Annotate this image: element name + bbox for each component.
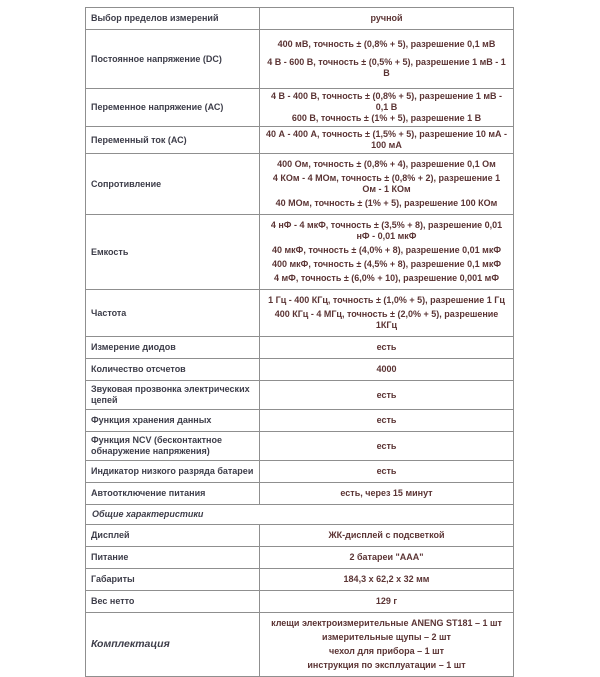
spec-name: Габариты — [86, 569, 260, 591]
table-row — [86, 613, 514, 677]
spec-value-line: 4000 — [376, 364, 397, 374]
spec-value-line: есть — [376, 389, 397, 400]
spec-value-line: ЖК-дисплей с подсветкой — [328, 530, 445, 540]
spec-value-line: 184,3 х 62,2 х 32 мм — [343, 574, 430, 584]
spec-value — [260, 613, 514, 677]
spec-value — [260, 569, 514, 591]
specs-table-body — [86, 8, 514, 677]
spec-name: Комплектация — [86, 613, 260, 677]
spec-value-line: 4 КОм - 4 МОм, точность ± (0,8% + 2), разрешение 1 Ом - 1 КОм — [272, 173, 501, 194]
table-row — [86, 337, 514, 359]
spec-name: Переменное напряжение (АС) — [86, 89, 260, 127]
table-row — [86, 359, 514, 381]
spec-value — [260, 410, 514, 432]
spec-value — [260, 381, 514, 410]
table-row — [86, 591, 514, 613]
spec-value-line: 4 мФ, точность ± (6,0% + 10), разрешение 0,001 мФ — [273, 273, 500, 283]
table-row — [86, 547, 514, 569]
spec-value-line: есть — [376, 415, 397, 425]
spec-name: Емкость — [86, 215, 260, 290]
spec-name: Дисплей — [86, 525, 260, 547]
spec-value-line: 129 г — [375, 596, 398, 606]
table-row — [86, 432, 514, 461]
spec-value-line: есть, через 15 минут — [340, 488, 433, 498]
spec-value-line: 600 В, точность ± (1% + 5), разрешение 1 В — [291, 113, 482, 123]
spec-value-line: есть — [376, 440, 397, 451]
table-row — [86, 461, 514, 483]
spec-value — [260, 215, 514, 290]
spec-value — [260, 127, 514, 154]
spec-value — [260, 337, 514, 359]
spec-value — [260, 432, 514, 461]
spec-name: Количество отсчетов — [86, 359, 260, 381]
section-header: Общие характеристики — [86, 505, 514, 525]
table-row — [86, 569, 514, 591]
spec-value-line: 4 В - 600 В, точность ± (0,5% + 5), разрешение 1 мВ - 1 В — [267, 57, 506, 78]
table-row — [86, 154, 514, 215]
spec-value — [260, 359, 514, 381]
spec-value — [260, 154, 514, 215]
spec-name: Питание — [86, 547, 260, 569]
spec-value — [260, 483, 514, 505]
spec-value — [260, 30, 514, 89]
table-row — [86, 525, 514, 547]
spec-name: Звуковая прозвонка электрических цепей — [86, 381, 260, 410]
spec-name: Индикатор низкого разряда батареи — [86, 461, 260, 483]
table-row — [86, 381, 514, 410]
spec-value-line: чехол для прибора – 1 шт — [328, 646, 444, 656]
spec-value-line: клещи электроизмерительные ANENG ST181 – 1 шт — [271, 618, 502, 628]
spec-value-line: 400 Ом, точность ± (0,8% + 4), разрешение 0,1 Ом — [277, 159, 496, 169]
spec-value — [260, 290, 514, 337]
spec-value-line: 1 Гц - 400 КГц, точность ± (1,0% + 5), разрешение 1 Гц — [268, 295, 505, 305]
table-row — [86, 483, 514, 505]
spec-value-line: 2 батареи "ААА" — [349, 552, 424, 562]
table-row — [86, 89, 514, 127]
spec-value-line: 400 КГц - 4 МГц, точность ± (2,0% + 5), разрешение 1КГц — [274, 309, 499, 330]
table-row — [86, 127, 514, 154]
table-row — [86, 30, 514, 89]
spec-value-line: ручной — [370, 13, 403, 23]
spec-name: Переменный ток (АС) — [86, 127, 260, 154]
table-row — [86, 290, 514, 337]
spec-name: Постоянное напряжение (DC) — [86, 30, 260, 89]
spec-value — [260, 591, 514, 613]
spec-value — [260, 8, 514, 30]
table-row — [86, 410, 514, 432]
spec-value-line: 4 В - 400 В, точность ± (0,8% + 5), разрешение 1 мВ - 0,1 В — [270, 91, 502, 112]
spec-value — [260, 547, 514, 569]
spec-value-line: 40 А - 400 А, точность ± (1,5% + 5), разрешение 10 мА - 100 мА — [265, 129, 508, 150]
spec-value — [260, 525, 514, 547]
table-row — [86, 8, 514, 30]
spec-name: Автоотключение питания — [86, 483, 260, 505]
spec-name: Функция хранения данных — [86, 410, 260, 432]
spec-name: Измерение диодов — [86, 337, 260, 359]
specs-table — [85, 7, 514, 677]
spec-value-line: есть — [376, 342, 397, 352]
spec-name: Выбор пределов измерений — [86, 8, 260, 30]
spec-name: Частота — [86, 290, 260, 337]
spec-value-line: 400 мВ, точность ± (0,8% + 5), разрешение 0,1 мВ — [277, 39, 496, 49]
spec-value — [260, 89, 514, 127]
table-row — [86, 505, 514, 525]
spec-value-line: 40 МОм, точность ± (1% + 5), разрешение 100 КОм — [275, 198, 498, 208]
spec-value-line: 40 мкФ, точность ± (4,0% + 8), разрешение 0,01 мкФ — [271, 245, 502, 255]
table-row — [86, 215, 514, 290]
spec-value-line: 4 нФ - 4 мкФ, точность ± (3,5% + 8), разрешение 0,01 нФ - 0,01 мкФ — [270, 220, 503, 241]
spec-name: Вес нетто — [86, 591, 260, 613]
spec-value-line: 400 мкФ, точность ± (4,5% + 8), разрешение 0,1 мкФ — [271, 259, 502, 269]
spec-value-line: есть — [376, 466, 397, 476]
spec-value-line: измерительные щупы – 2 шт — [322, 632, 451, 642]
spec-value-line: инструкция по эксплуатации – 1 шт — [307, 660, 466, 670]
spec-name: Функция NCV (бесконтактное обнаружение напряжения) — [86, 432, 260, 461]
spec-value — [260, 461, 514, 483]
spec-name: Сопротивление — [86, 154, 260, 215]
